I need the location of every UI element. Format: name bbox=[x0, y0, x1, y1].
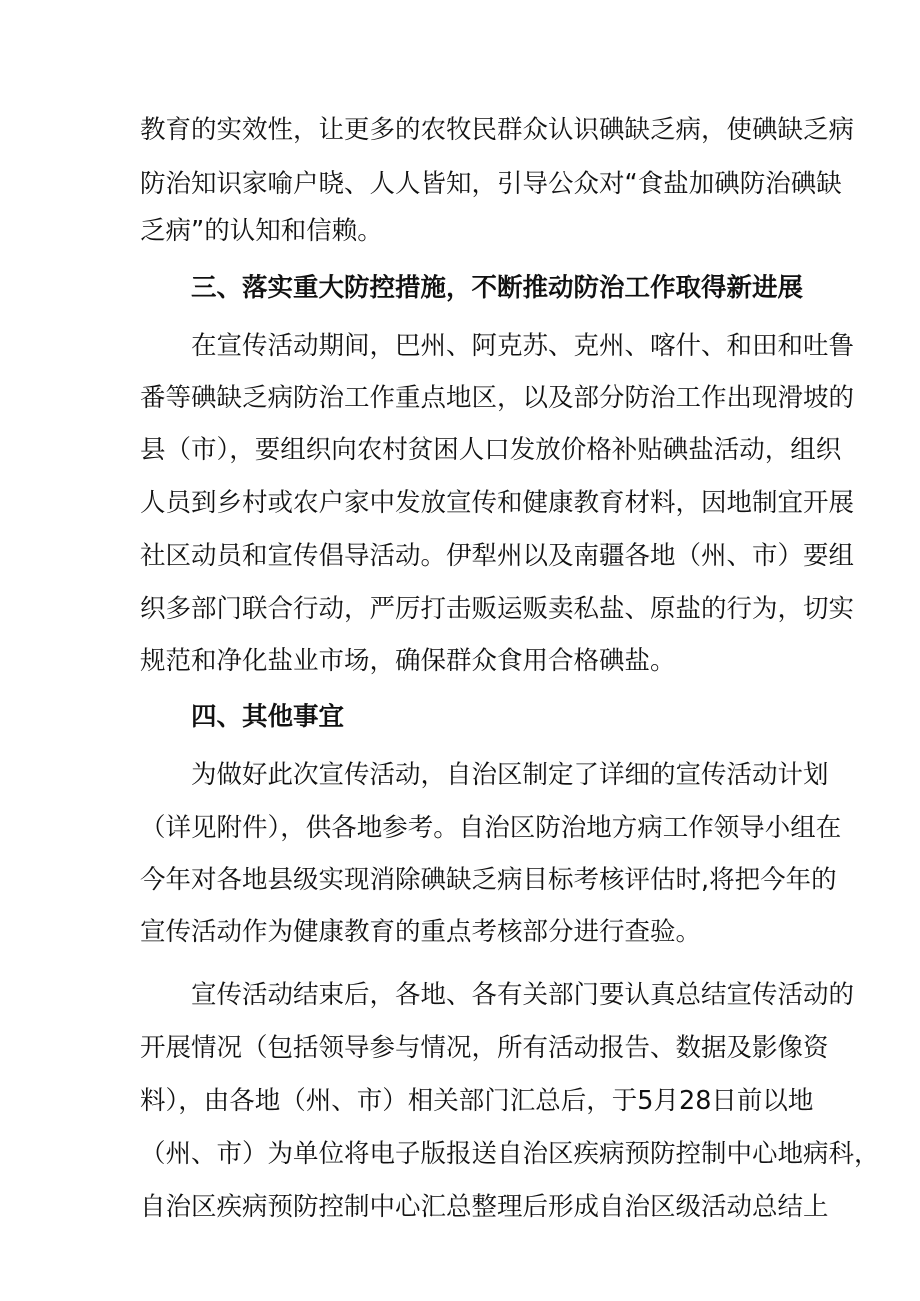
paragraph-line-2: 防治知识家喻户晓、人人皆知，引导公众对“食盐加碘防治碘缺 bbox=[140, 169, 842, 199]
paragraph-line-1: 教育的实效性，让更多的农牧民群众认识碘缺乏病，使碘缺乏病 bbox=[140, 115, 855, 145]
paragraph-line-9: 织多部门联合行动，严厉打击贩运贩卖私盐、原盐的行为，切实 bbox=[140, 594, 855, 624]
paragraph-line-15: 宣传活动结束后，各地、各有关部门要认真总结宣传活动的 bbox=[191, 980, 855, 1010]
section-heading-3: 三、落实重大防控措施，不断推动防治工作取得新进展 bbox=[191, 273, 804, 303]
paragraph-line-4: 在宣传活动期间，巴州、阿克苏、克州、喀什、和田和吐鲁 bbox=[191, 331, 855, 361]
paragraph-line-3: 乏病”的认知和信赖。 bbox=[140, 216, 383, 246]
paragraph-line-12: （详见附件），供各地参考。自治区防治地方病工作领导小组在 bbox=[140, 813, 842, 843]
paragraph-line-5: 番等碘缺乏病防治工作重点地区，以及部分防治工作出现滑坡的 bbox=[140, 383, 855, 413]
paragraph-line-8: 社区动员和宣传倡导活动。伊犁州以及南疆各地（州、市）要组 bbox=[140, 541, 855, 571]
paragraph-line-11: 为做好此次宣传活动，自治区制定了详细的宣传活动计划 bbox=[191, 760, 829, 790]
paragraph-line-17: 料），由各地（州、市）相关部门汇总后，于5月28日前以地 bbox=[140, 1086, 814, 1116]
paragraph-line-16: 开展情况（包括领导参与情况，所有活动报告、数据及影像资 bbox=[140, 1033, 829, 1063]
section-heading-4: 四、其他事宜 bbox=[191, 702, 345, 732]
paragraph-line-6: 县（市），要组织向农村贫困人口发放价格补贴碘盐活动，组织 bbox=[140, 435, 842, 465]
paragraph-line-18: （州、市）为单位将电子版报送自治区疾病预防控制中心地病科， bbox=[140, 1139, 880, 1169]
paragraph-line-10: 规范和净化盐业市场，确保群众食用合格碘盐。 bbox=[140, 646, 676, 676]
paragraph-line-19: 自治区疾病预防控制中心汇总整理后形成自治区级活动总结上 bbox=[140, 1192, 829, 1222]
paragraph-line-7: 人员到乡村或农户家中发放宣传和健康教育材料，因地制宜开展 bbox=[140, 488, 855, 518]
paragraph-line-13: 今年对各地县级实现消除碘缺乏病目标考核评估时,将把今年的 bbox=[140, 865, 837, 895]
paragraph-line-14: 宣传活动作为健康教育的重点考核部分进行查验。 bbox=[140, 917, 702, 947]
